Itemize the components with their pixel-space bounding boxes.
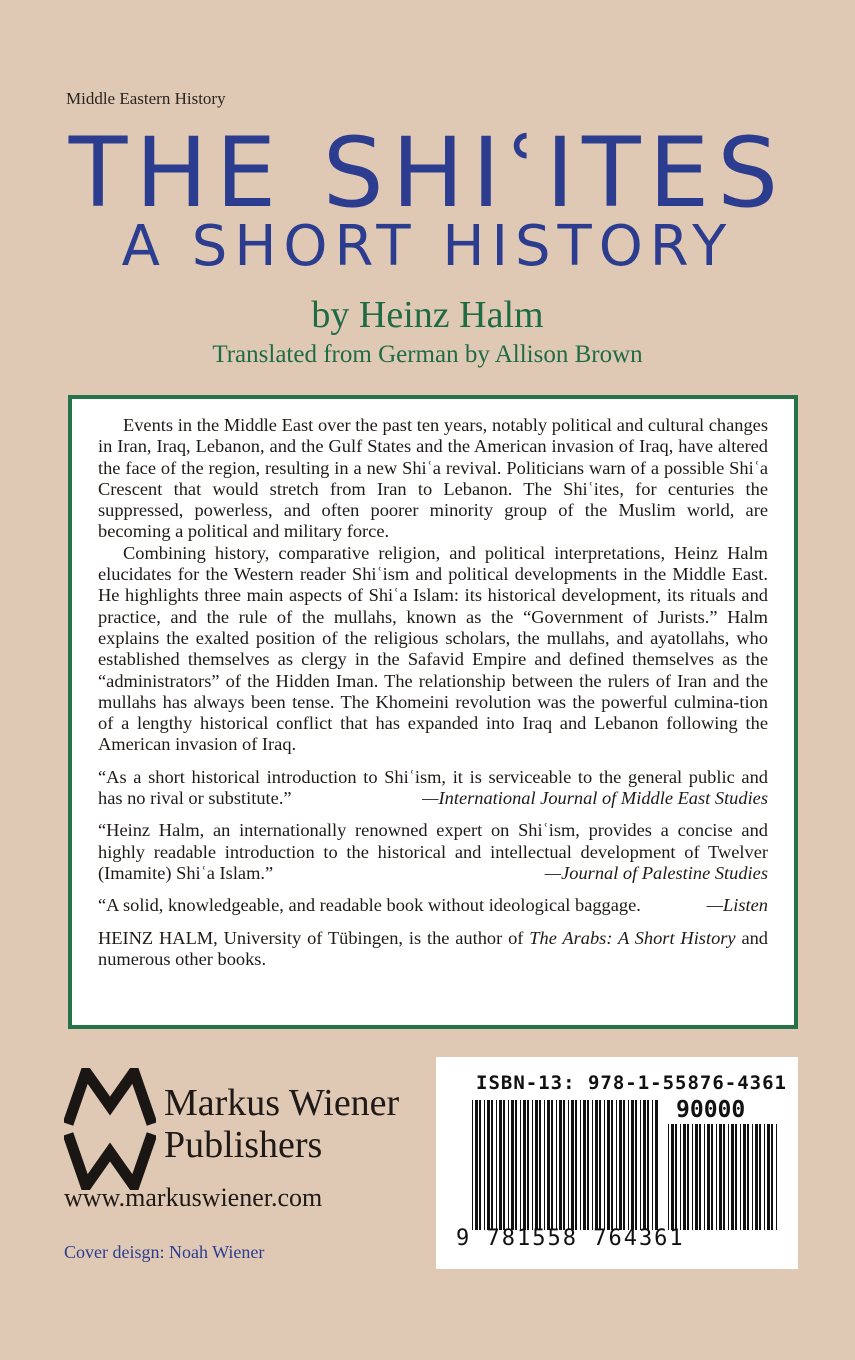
publisher-name	[164, 1082, 399, 1166]
barcode-bar	[568, 1100, 569, 1230]
bio-text-end: and numerous other books.	[98, 927, 768, 969]
barcode-bar	[547, 1100, 550, 1230]
review-quote	[98, 820, 768, 884]
bio-book-title: The Arabs: A Short History	[529, 927, 736, 948]
barcode-bar	[604, 1100, 605, 1230]
barcode-bar	[675, 1124, 677, 1230]
category-label: Middle Eastern History	[66, 89, 226, 108]
quote-text: “Heinz Halm, an internationally renowned expert on Shiʿism, provides a concise and highly readable introduction to the historical and intellectual development of Twelver (Imamite) Shiʿa Islam.”	[98, 820, 768, 883]
barcode-bar	[583, 1100, 586, 1230]
description-paragraph: Combining history, comparative religion, and political interpretations, Heinz Halm elucidates for the Western reader Shiʿism and political developments in the Middle East. He highlights three main aspects of Shiʿa Islam: its historical development, its rituals and practice, and the rule of the mullahs, known as the “Government of Jurists.” Halm explains the exalted position of the religious scholars, the mullahs, and ayatollahs, who established themselves as clergy in the Safavid Empire and defined themselves as the “administrators” of the Hidden Iman. The relationship between the rulers of Iran and the mullahs has always been tense. The Khomeini revolution was the powerful culmina-tion of a lengthy historical conflict that has expanded into Iraq and Lebanon following the American invasion of Iraq.	[98, 542, 768, 755]
barcode-bar	[491, 1100, 493, 1230]
barcode-bar	[755, 1124, 758, 1230]
author-line: by Heinz Halm	[311, 294, 544, 336]
barcode-bar	[616, 1100, 617, 1230]
barcode-bar	[592, 1100, 593, 1230]
addon-barcode	[668, 1124, 780, 1230]
cover-credit: Cover deisgn: Noah Wiener	[64, 1242, 265, 1262]
barcode-bar	[472, 1100, 473, 1230]
ean-barcode	[472, 1100, 658, 1230]
barcode-bar	[640, 1100, 641, 1230]
review-quote	[98, 895, 768, 916]
barcode-bar	[475, 1100, 478, 1230]
book-subtitle: A SHORT HISTORY	[121, 214, 734, 279]
barcode-bar	[716, 1124, 717, 1230]
barcode-bar	[747, 1124, 749, 1230]
barcode-bar	[511, 1100, 514, 1230]
barcode-bar	[623, 1100, 625, 1230]
barcode-bar	[631, 1100, 634, 1230]
barcode-bar	[535, 1100, 538, 1230]
quote-source: —Listen	[706, 895, 768, 916]
description-paragraph: Events in the Middle East over the past ten years, notably political and cultural changes in Iran, Iraq, Lebanon, and the Gulf States and the American invasion of Iraq, have altered the face of the region, resulting in a new Shiʿa revival. Politicians warn of a possible Shiʿa Crescent that would stretch from Iran to Lebanon. The Shiʿites, for centuries the suppressed, powerless, and often poorer minority group of the Muslim world, are becoming a political and military force.	[98, 415, 768, 542]
ean-digits: 9 781558 764361	[456, 1226, 685, 1251]
barcode-bar	[484, 1100, 485, 1230]
barcode-bar	[539, 1100, 541, 1230]
barcode-bar	[515, 1100, 517, 1230]
barcode-bar	[680, 1124, 681, 1230]
quote-source: —International Journal of Middle East Studies	[422, 788, 768, 809]
barcode-bar	[479, 1100, 481, 1230]
barcode-bar	[503, 1100, 505, 1230]
isbn-label: ISBN-13: 978-1-55876-4361	[476, 1072, 787, 1094]
barcode-bar	[719, 1124, 722, 1230]
barcode-bar	[607, 1100, 610, 1230]
barcode-bar	[740, 1124, 741, 1230]
barcode-bar	[508, 1100, 509, 1230]
barcode-bar	[559, 1100, 562, 1230]
barcode-bar	[647, 1100, 649, 1230]
quote-text: “As a short historical introduction to Shiʿism, it is serviceable to the general public and has no rival or substitute.”	[98, 766, 768, 809]
barcode-bar	[527, 1100, 529, 1230]
barcode-bar	[544, 1100, 545, 1230]
barcode-bar	[599, 1100, 601, 1230]
price-code: 90000	[676, 1097, 746, 1123]
barcode-bar	[764, 1124, 765, 1230]
bio-text: HEINZ HALM, University of Tübingen, is the author of	[98, 927, 530, 948]
description-box	[68, 395, 798, 1029]
quote-text: “A solid, knowledgeable, and readable book without ideological baggage.	[98, 895, 641, 916]
barcode-bar	[628, 1100, 629, 1230]
barcode-bar	[523, 1100, 526, 1230]
barcode-bar	[595, 1100, 598, 1230]
barcode-bar	[687, 1124, 689, 1230]
barcode-bar	[692, 1124, 693, 1230]
barcode-bar	[563, 1100, 565, 1230]
barcode-bar	[499, 1100, 502, 1230]
barcode-bar	[556, 1100, 557, 1230]
barcode-bar	[735, 1124, 737, 1230]
barcode-bar	[707, 1124, 710, 1230]
author-bio	[98, 928, 768, 971]
barcode-bar	[683, 1124, 686, 1230]
barcode-bar	[551, 1100, 553, 1230]
barcode-bar	[587, 1100, 589, 1230]
barcode-bar	[743, 1124, 746, 1230]
publisher-logo-icon	[64, 1068, 156, 1190]
barcode-bar	[496, 1100, 497, 1230]
publisher-name-line2: Publishers	[164, 1124, 323, 1166]
barcode-bar	[728, 1124, 729, 1230]
barcode-bar	[671, 1124, 674, 1230]
review-quote	[98, 767, 768, 810]
barcode-bar	[652, 1100, 653, 1230]
publisher-name-line1: Markus Wiener	[164, 1082, 400, 1124]
barcode-bar	[695, 1124, 698, 1230]
barcode-bar	[704, 1124, 705, 1230]
barcode-bar	[723, 1124, 725, 1230]
barcode-bar	[711, 1124, 713, 1230]
barcode-bar	[611, 1100, 613, 1230]
barcode-bar	[759, 1124, 761, 1230]
barcode-bar	[635, 1100, 637, 1230]
barcode-bar	[571, 1100, 574, 1230]
barcode-bar	[520, 1100, 521, 1230]
barcode-bar	[668, 1124, 669, 1230]
barcode-bar	[619, 1100, 622, 1230]
barcode-bar	[752, 1124, 753, 1230]
barcode-bar	[731, 1124, 734, 1230]
barcode-bar	[776, 1124, 777, 1230]
barcode-bar	[487, 1100, 490, 1230]
barcode-bar	[699, 1124, 701, 1230]
barcode-bar	[643, 1100, 646, 1230]
quote-source: —Journal of Palestine Studies	[544, 862, 768, 883]
barcode-bar	[532, 1100, 533, 1230]
barcode-bar	[655, 1100, 658, 1230]
translator-line: Translated from German by Allison Brown	[212, 341, 643, 368]
barcode-bar	[575, 1100, 577, 1230]
book-title: THE SHIʿITES	[68, 117, 787, 229]
barcode-bar	[771, 1124, 773, 1230]
barcode-bar	[580, 1100, 581, 1230]
publisher-website: www.markuswiener.com	[64, 1183, 323, 1212]
barcode-bar	[767, 1124, 770, 1230]
